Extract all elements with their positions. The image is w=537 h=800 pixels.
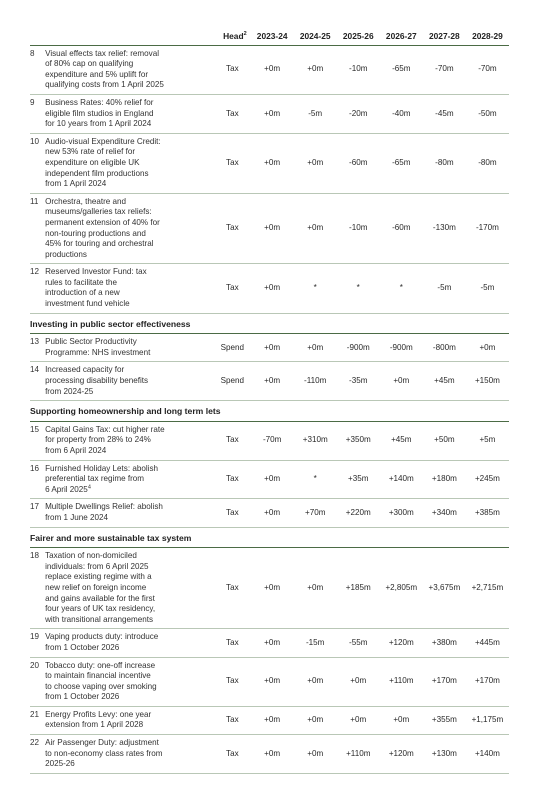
row-value: +0m xyxy=(337,657,380,706)
description-text: new relief on foreign income xyxy=(45,582,147,592)
row-value: +0m xyxy=(251,706,294,734)
description-text: 2025-26 xyxy=(45,759,75,769)
description-text: Tobacco duty: one-off increase xyxy=(45,660,156,670)
row-description xyxy=(45,421,214,460)
description-text: to non-economy class rates from xyxy=(45,748,163,758)
table-row xyxy=(30,334,509,362)
description-text: from 6 April 2024 xyxy=(45,446,107,455)
row-value: -55m xyxy=(337,629,380,657)
description-line xyxy=(45,661,210,672)
description-line xyxy=(45,738,210,749)
description-text: Taxation of non-domiciled xyxy=(45,551,137,561)
row-number: 10 xyxy=(30,133,45,193)
row-description xyxy=(45,657,214,706)
row-value: -5m xyxy=(294,94,337,133)
description-line xyxy=(45,720,210,731)
row-value: -70m xyxy=(423,45,466,94)
description-text: 45% for touring and orchestral xyxy=(45,239,154,249)
description-text: productions xyxy=(45,249,87,259)
row-number: 13 xyxy=(30,334,45,362)
header-desc xyxy=(45,28,214,45)
description-text: with transitional arrangements xyxy=(45,614,154,624)
row-value: * xyxy=(294,460,337,499)
row-value: -900m xyxy=(337,334,380,362)
row-value: +350m xyxy=(337,421,380,460)
row-value: +2,715m xyxy=(466,548,509,629)
row-value: -60m xyxy=(337,133,380,193)
row-value: -20m xyxy=(337,94,380,133)
description-text: individuals: from 6 April 2025 xyxy=(45,561,149,571)
row-value: +170m xyxy=(423,657,466,706)
description-text: from 1 April 2024 xyxy=(45,179,107,189)
table-row xyxy=(30,193,509,264)
table-row xyxy=(30,548,509,629)
row-number: 17 xyxy=(30,499,45,527)
row-head: Tax xyxy=(214,735,251,774)
description-line xyxy=(45,158,210,169)
row-value: +35m xyxy=(337,460,380,499)
description-line xyxy=(45,197,210,208)
description-text: expenditure on eligible UK xyxy=(45,157,140,167)
row-value: +0m xyxy=(251,45,294,94)
row-value: +0m xyxy=(337,706,380,734)
description-line xyxy=(45,604,210,615)
row-value: +0m xyxy=(294,334,337,362)
row-value: +185m xyxy=(337,548,380,629)
description-text: replace existing regime with a xyxy=(45,572,152,582)
header-row xyxy=(30,28,509,45)
row-value: +120m xyxy=(380,735,423,774)
description-text: Air Passenger Duty: adjustment xyxy=(45,738,159,748)
description-line xyxy=(45,109,210,120)
description-text: Visual effects tax relief: removal xyxy=(45,48,160,58)
description-text: to choose vaping over smoking xyxy=(45,681,157,691)
description-line xyxy=(45,671,210,682)
description-line xyxy=(45,572,210,583)
row-value: -60m xyxy=(380,193,423,264)
row-number: 11 xyxy=(30,193,45,264)
row-value: * xyxy=(337,264,380,313)
row-value: +245m xyxy=(466,460,509,499)
description-text: Capital Gains Tax: cut higher rate xyxy=(45,424,165,434)
table-row xyxy=(30,421,509,460)
header-year: 2025-26 xyxy=(337,28,380,45)
row-value: +0m xyxy=(251,548,294,629)
row-value: +0m xyxy=(251,133,294,193)
row-value: +0m xyxy=(251,264,294,313)
description-text: from 1 June 2024 xyxy=(45,512,109,522)
row-head: Tax xyxy=(214,45,251,94)
description-line xyxy=(45,169,210,180)
row-value: -10m xyxy=(337,45,380,94)
row-number: 19 xyxy=(30,629,45,657)
description-line xyxy=(45,207,210,218)
row-description xyxy=(45,499,214,527)
description-line xyxy=(45,464,210,475)
row-description xyxy=(45,45,214,94)
description-line xyxy=(45,435,210,446)
description-line xyxy=(45,615,210,626)
section-heading-row xyxy=(30,313,509,334)
description-text: from 2024-25 xyxy=(45,386,94,396)
description-text: Furnished Holiday Lets: abolish xyxy=(45,463,158,473)
description-line xyxy=(45,513,210,524)
row-head: Tax xyxy=(214,94,251,133)
row-value: +355m xyxy=(423,706,466,734)
description-line xyxy=(45,239,210,250)
description-text: Programme: NHS investment xyxy=(45,347,151,357)
description-line xyxy=(45,119,210,130)
row-number: 21 xyxy=(30,706,45,734)
costings-table xyxy=(30,28,509,774)
description-text: preferential tax regime from xyxy=(45,474,145,484)
description-text: to maintain financial incentive xyxy=(45,671,151,681)
description-text: Multiple Dwellings Relief: abolish xyxy=(45,502,163,512)
section-heading-row xyxy=(30,401,509,422)
description-text: independent film productions xyxy=(45,168,149,178)
row-head: Tax xyxy=(214,706,251,734)
row-value: +50m xyxy=(423,421,466,460)
description-line xyxy=(45,594,210,605)
description-text: for property from 28% to 24% xyxy=(45,435,151,445)
row-head: Tax xyxy=(214,460,251,499)
row-value: -65m xyxy=(380,133,423,193)
row-value: +0m xyxy=(294,45,337,94)
row-value: +445m xyxy=(466,629,509,657)
description-line xyxy=(45,446,210,457)
row-head: Tax xyxy=(214,133,251,193)
row-head: Tax xyxy=(214,657,251,706)
row-value: -45m xyxy=(423,94,466,133)
description-text: for 10 years from 1 April 2024 xyxy=(45,119,152,129)
description-line xyxy=(45,632,210,643)
row-description xyxy=(45,629,214,657)
description-text: Energy Profits Levy: one year xyxy=(45,709,152,719)
row-description xyxy=(45,334,214,362)
row-value: -170m xyxy=(466,193,509,264)
row-value: -50m xyxy=(466,94,509,133)
description-line xyxy=(45,229,210,240)
row-value: +0m xyxy=(294,133,337,193)
description-line xyxy=(45,749,210,760)
row-value: +110m xyxy=(337,735,380,774)
row-number: 9 xyxy=(30,94,45,133)
description-text: eligible film studios in England xyxy=(45,108,154,118)
table-row xyxy=(30,706,509,734)
description-line xyxy=(45,562,210,573)
section-heading: Supporting homeownership and long term lets xyxy=(30,401,509,422)
header-head-footnote: 2 xyxy=(243,31,247,38)
row-number: 8 xyxy=(30,45,45,94)
row-value: -800m xyxy=(423,334,466,362)
table-row xyxy=(30,45,509,94)
description-line xyxy=(45,147,210,158)
description-line xyxy=(45,267,210,278)
description-text: Increased capacity for xyxy=(45,365,125,375)
description-line xyxy=(45,551,210,562)
table-row xyxy=(30,133,509,193)
row-value: +0m xyxy=(294,735,337,774)
row-value: -35m xyxy=(337,362,380,401)
row-value: +45m xyxy=(380,421,423,460)
description-text: Vaping products duty: introduce xyxy=(45,632,159,642)
description-line xyxy=(45,70,210,81)
row-value: +130m xyxy=(423,735,466,774)
description-line xyxy=(45,80,210,91)
description-text: extension from 1 April 2028 xyxy=(45,720,144,730)
row-description xyxy=(45,735,214,774)
row-value: +180m xyxy=(423,460,466,499)
description-line xyxy=(45,485,210,496)
row-value: +385m xyxy=(466,499,509,527)
description-text: Orchestra, theatre and xyxy=(45,196,127,206)
description-line xyxy=(45,376,210,387)
row-number: 15 xyxy=(30,421,45,460)
table-row xyxy=(30,264,509,313)
row-value: +0m xyxy=(251,193,294,264)
row-value: -10m xyxy=(337,193,380,264)
row-value: -65m xyxy=(380,45,423,94)
description-line xyxy=(45,643,210,654)
description-text: four years of UK tax residency, xyxy=(45,604,156,614)
row-number: 14 xyxy=(30,362,45,401)
row-value: +0m xyxy=(294,657,337,706)
description-text: Business Rates: 40% relief for xyxy=(45,97,154,107)
row-value: +110m xyxy=(380,657,423,706)
header-head-label: Head xyxy=(223,31,244,41)
description-line xyxy=(45,583,210,594)
description-text: non-touring productions and xyxy=(45,228,146,238)
row-value: +310m xyxy=(294,421,337,460)
row-value: +0m xyxy=(294,193,337,264)
row-description xyxy=(45,94,214,133)
row-value: +380m xyxy=(423,629,466,657)
description-text: and gains available for the first xyxy=(45,593,155,603)
row-value: +70m xyxy=(294,499,337,527)
row-value: +120m xyxy=(380,629,423,657)
row-value: +0m xyxy=(251,94,294,133)
row-value: +45m xyxy=(423,362,466,401)
description-line xyxy=(45,179,210,190)
row-value: +0m xyxy=(251,629,294,657)
row-head: Tax xyxy=(214,499,251,527)
description-line xyxy=(45,365,210,376)
row-value: -80m xyxy=(466,133,509,193)
row-value: +220m xyxy=(337,499,380,527)
row-value: +5m xyxy=(466,421,509,460)
description-line xyxy=(45,692,210,703)
row-value: +0m xyxy=(294,706,337,734)
row-value: +0m xyxy=(251,499,294,527)
description-line xyxy=(45,474,210,485)
row-value: +0m xyxy=(251,362,294,401)
row-value: -5m xyxy=(423,264,466,313)
description-line xyxy=(45,288,210,299)
row-value: -80m xyxy=(423,133,466,193)
row-number: 20 xyxy=(30,657,45,706)
table-row xyxy=(30,629,509,657)
description-text: investment fund vehicle xyxy=(45,299,130,309)
row-value: -130m xyxy=(423,193,466,264)
table-row xyxy=(30,460,509,499)
row-value: -15m xyxy=(294,629,337,657)
row-description xyxy=(45,264,214,313)
description-text: rules to facilitate the xyxy=(45,277,118,287)
table-row xyxy=(30,94,509,133)
row-number: 18 xyxy=(30,548,45,629)
header-year: 2024-25 xyxy=(294,28,337,45)
row-value: * xyxy=(380,264,423,313)
row-value: +3,675m xyxy=(423,548,466,629)
description-line xyxy=(45,387,210,398)
header-year: 2027-28 xyxy=(423,28,466,45)
table-row xyxy=(30,362,509,401)
row-number: 16 xyxy=(30,460,45,499)
section-heading-row xyxy=(30,527,509,548)
row-value: +0m xyxy=(251,657,294,706)
row-number: 12 xyxy=(30,264,45,313)
row-value: +300m xyxy=(380,499,423,527)
row-head: Spend xyxy=(214,362,251,401)
description-text: from 1 October 2026 xyxy=(45,692,120,702)
row-value: +0m xyxy=(466,334,509,362)
row-head: Tax xyxy=(214,629,251,657)
description-line xyxy=(45,137,210,148)
row-value: +140m xyxy=(466,735,509,774)
description-text: introduction of a new xyxy=(45,288,120,298)
row-description xyxy=(45,362,214,401)
header-year: 2026-27 xyxy=(380,28,423,45)
table-body xyxy=(30,45,509,773)
description-line xyxy=(45,250,210,261)
row-value: +2,805m xyxy=(380,548,423,629)
row-value: -40m xyxy=(380,94,423,133)
row-head: Tax xyxy=(214,193,251,264)
description-text: qualifying costs from 1 April 2025 xyxy=(45,80,164,90)
description-text: from 1 October 2026 xyxy=(45,642,120,652)
row-description xyxy=(45,548,214,629)
description-text: Reserved Investor Fund: tax xyxy=(45,267,147,277)
row-value: +0m xyxy=(251,735,294,774)
row-head: Spend xyxy=(214,334,251,362)
description-line xyxy=(45,348,210,359)
row-value: +340m xyxy=(423,499,466,527)
row-description xyxy=(45,193,214,264)
section-heading: Investing in public sector effectiveness xyxy=(30,313,509,334)
row-value: +0m xyxy=(380,362,423,401)
description-line xyxy=(45,59,210,70)
description-line xyxy=(45,299,210,310)
description-line xyxy=(45,425,210,436)
row-number: 22 xyxy=(30,735,45,774)
description-text: museums/galleries tax reliefs: xyxy=(45,207,152,217)
description-line xyxy=(45,218,210,229)
section-heading: Fairer and more sustainable tax system xyxy=(30,527,509,548)
description-line xyxy=(45,337,210,348)
row-value: -70m xyxy=(251,421,294,460)
description-text: expenditure and 5% uplift for xyxy=(45,69,149,79)
table-row xyxy=(30,499,509,527)
row-value: -70m xyxy=(466,45,509,94)
description-text: Audio-visual Expenditure Credit: xyxy=(45,136,161,146)
row-description xyxy=(45,706,214,734)
row-value: +1,175m xyxy=(466,706,509,734)
row-value: +150m xyxy=(466,362,509,401)
row-value: +0m xyxy=(380,706,423,734)
header-year: 2028-29 xyxy=(466,28,509,45)
row-head: Tax xyxy=(214,548,251,629)
description-line xyxy=(45,98,210,109)
row-value: +0m xyxy=(294,548,337,629)
description-text: Public Sector Productivity xyxy=(45,337,137,347)
row-value: * xyxy=(294,264,337,313)
description-line xyxy=(45,759,210,770)
description-text: 6 April 2025 xyxy=(45,484,88,494)
description-line xyxy=(45,682,210,693)
row-head: Tax xyxy=(214,421,251,460)
row-description xyxy=(45,460,214,499)
description-text: of 80% cap on qualifying xyxy=(45,59,134,69)
header-head xyxy=(214,28,251,45)
header-num xyxy=(30,28,45,45)
table-row xyxy=(30,735,509,774)
row-value: -900m xyxy=(380,334,423,362)
description-line xyxy=(45,502,210,513)
row-value: -5m xyxy=(466,264,509,313)
table-row xyxy=(30,657,509,706)
row-value: +170m xyxy=(466,657,509,706)
row-value: +140m xyxy=(380,460,423,499)
row-head: Tax xyxy=(214,264,251,313)
row-value: +0m xyxy=(251,334,294,362)
row-value: +0m xyxy=(251,460,294,499)
header-year: 2023-24 xyxy=(251,28,294,45)
description-text: new 53% rate of relief for xyxy=(45,147,136,157)
row-value: -110m xyxy=(294,362,337,401)
description-line xyxy=(45,49,210,60)
description-line xyxy=(45,710,210,721)
description-text: processing disability benefits xyxy=(45,376,149,386)
description-text: permanent extension of 40% for xyxy=(45,217,160,227)
row-description xyxy=(45,133,214,193)
footnote-marker: 4 xyxy=(87,484,91,491)
description-line xyxy=(45,278,210,289)
